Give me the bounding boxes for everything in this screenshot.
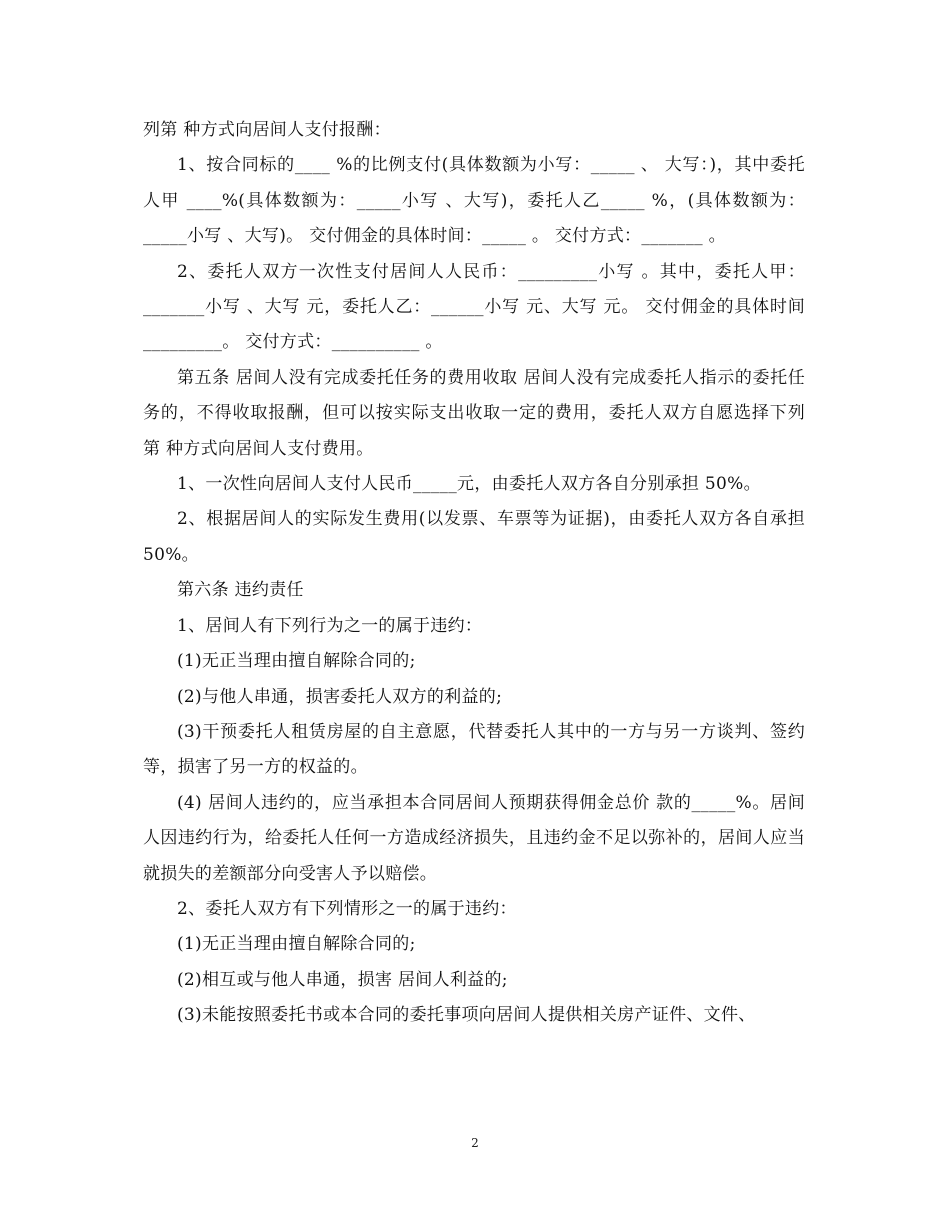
paragraph-broker-breach-2: (2)与他人串通，损害委托人双方的利益的; [177, 686, 503, 707]
paragraph-article-5: 第五条 居间人没有完成委托任务的费用收取 居间人没有完成委托人指示的委托任务的，不得收取报酬，但可以按实际支出收取一定的费用，委托人双方自愿选择下列 第 种方式向居间人支付费用。 [143, 367, 805, 459]
paragraph-client-breach-2: (2)相互或与他人串通，损害 居间人利益的; [177, 969, 508, 990]
paragraph-payment-option-1: 1、按合同标的____ %的比例支付(具体数额为小写：_____ 、 大写：)，其中委托人甲 ____%(具体数额为：_____小写 、大写)，委托人乙_____ %，(具体数额为：_____小写 、大写)。 交付佣金的具体时间：_____ 。 交付方式：_______ 。 [143, 155, 805, 247]
paragraph-fee-option-2: 2、根据居间人的实际发生费用(以发票、车票等为证据)，由委托人双方各自承担 50%。 [143, 509, 805, 565]
paragraph-fee-option-1: 1、一次性向居间人支付人民币_____元，由委托人双方各自分别承担 50%。 [177, 474, 761, 495]
document-body [143, 113, 805, 1034]
paragraph-client-breach-intro: 2、委托人双方有下列情形之一的属于违约： [177, 898, 517, 919]
paragraph-broker-breach-1: (1)无正当理由擅自解除合同的; [177, 651, 416, 672]
paragraph-client-breach-1: (1)无正当理由擅自解除合同的; [177, 934, 416, 955]
paragraph-broker-breach-3: (3)干预委托人租赁房屋的自主意愿，代替委托人其中的一方与另一方谈判、签约等，损害了另一方的权益的。 [143, 721, 805, 778]
paragraph-broker-breach-4: (4) 居间人违约的，应当承担本合同居间人预期获得佣金总价 款的_____%。居间人因违约行为，给委托人任何一方造成经济损失，且违约金不足以弥补的，居间人应当就损失的差额部分向受害人予以赔偿。 [143, 792, 805, 884]
paragraph-client-breach-3: (3)未能按照委托书或本合同的委托事项向居间人提供相关房产证件、文件、 [177, 1005, 756, 1026]
paragraph-payment-option-2: 2、委托人双方一次性支付居间人人民币：_________小写 。其中，委托人甲：_______小写 、大写 元，委托人乙：______小写 元、大写 元。 交付佣金的具体时间 _________。 交付方式：__________ 。 [143, 261, 805, 353]
paragraph-article-6-heading: 第六条 违约责任 [177, 580, 304, 601]
page-number: 2 [471, 1136, 479, 1150]
paragraph-broker-breach-intro: 1、居间人有下列行为之一的属于违约： [177, 615, 483, 636]
paragraph-continuation: 列第 种方式向居间人支付报酬： [143, 120, 391, 140]
